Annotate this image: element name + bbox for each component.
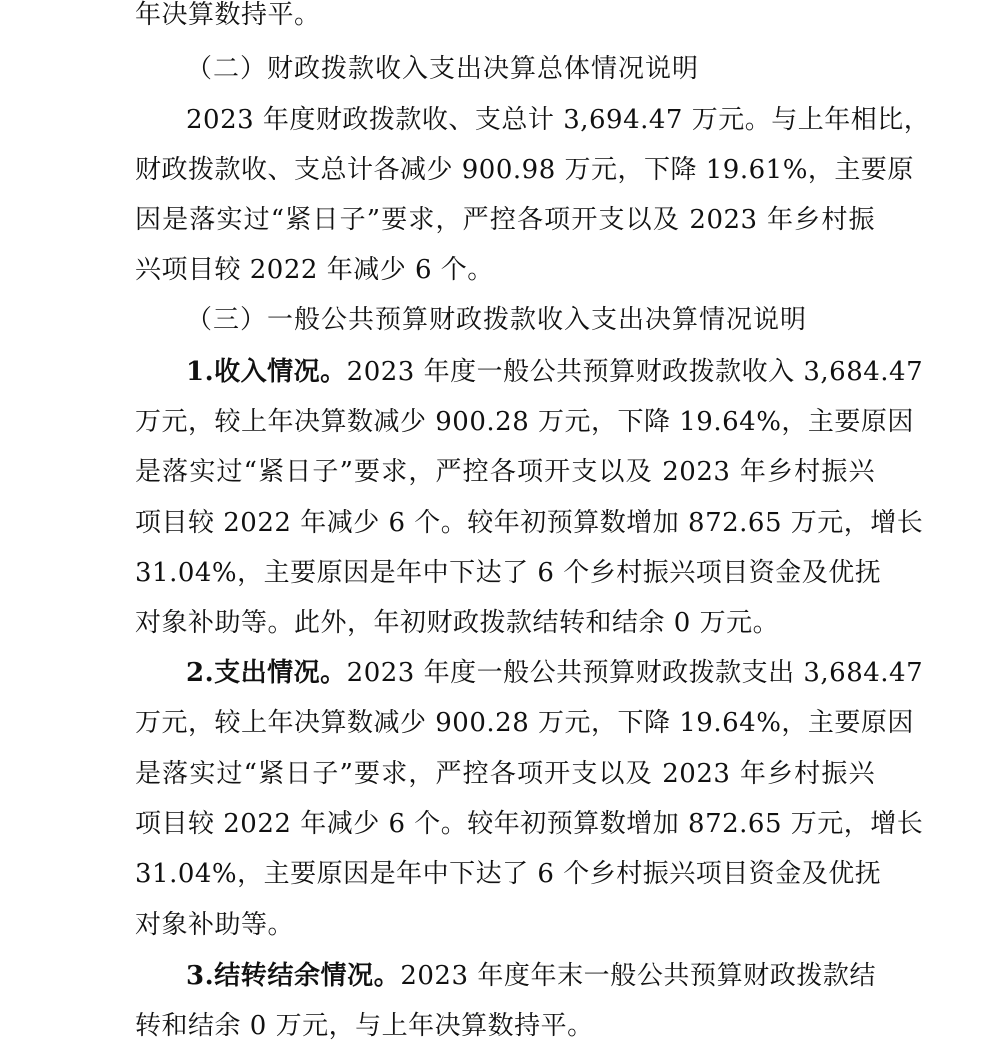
text-line: 2023 年度财政拨款收、支总计 3,694.47 万元。与上年相比，	[186, 105, 931, 135]
text-line: 转和结余 0 万元，与上年决算数持平。	[135, 1011, 594, 1041]
paragraph-lead-line	[186, 355, 924, 389]
text-line: 兴项目较 2022 年减少 6 个。	[135, 255, 494, 285]
paragraph-lead-line	[186, 656, 924, 690]
paragraph-text: 2023 年度年末一般公共预算财政拨款结	[400, 961, 876, 991]
text-line: 是落实过“紧日子”要求，严控各项开支以及 2023 年乡村振兴	[135, 457, 875, 487]
paragraph-text: 2023 年度一般公共预算财政拨款支出 3,684.47	[346, 658, 924, 688]
text-line: 项目较 2022 年减少 6 个。较年初预算数增加 872.65 万元，增长	[135, 508, 924, 538]
paragraph-label: 1.收入情况。	[186, 357, 347, 387]
text-line: 因是落实过“紧日子”要求，严控各项开支以及 2023 年乡村振	[135, 205, 875, 235]
text-line: 项目较 2022 年减少 6 个。较年初预算数增加 872.65 万元，增长	[135, 809, 924, 839]
text-line: 年决算数持平。	[135, 0, 321, 30]
text-line: 对象补助等。此外，年初财政拨款结转和结余 0 万元。	[135, 608, 780, 638]
section-heading: （二）财政拨款收入支出决算总体情况说明	[186, 54, 700, 84]
paragraph-text: 2023 年度一般公共预算财政拨款收入 3,684.47	[346, 357, 924, 387]
section-heading: （三）一般公共预算财政拨款收入支出决算情况说明	[186, 305, 808, 335]
paragraph-label: 2.支出情况。	[186, 658, 347, 688]
text-line: 31.04%，主要原因是年中下达了 6 个乡村振兴项目资金及优抚	[135, 859, 882, 889]
text-line: 财政拨款收、支总计各减少 900.98 万元，下降 19.61%，主要原	[135, 155, 914, 185]
text-line: 万元，较上年决算数减少 900.28 万元，下降 19.64%，主要原因	[135, 407, 914, 437]
paragraph-lead-line	[186, 959, 876, 993]
text-line: 31.04%，主要原因是年中下达了 6 个乡村振兴项目资金及优抚	[135, 558, 882, 588]
text-line: 是落实过“紧日子”要求，严控各项开支以及 2023 年乡村振兴	[135, 759, 875, 789]
text-line: 对象补助等。	[135, 910, 295, 940]
text-line: 万元，较上年决算数减少 900.28 万元，下降 19.64%，主要原因	[135, 708, 914, 738]
paragraph-label: 3.结转结余情况。	[186, 961, 401, 991]
